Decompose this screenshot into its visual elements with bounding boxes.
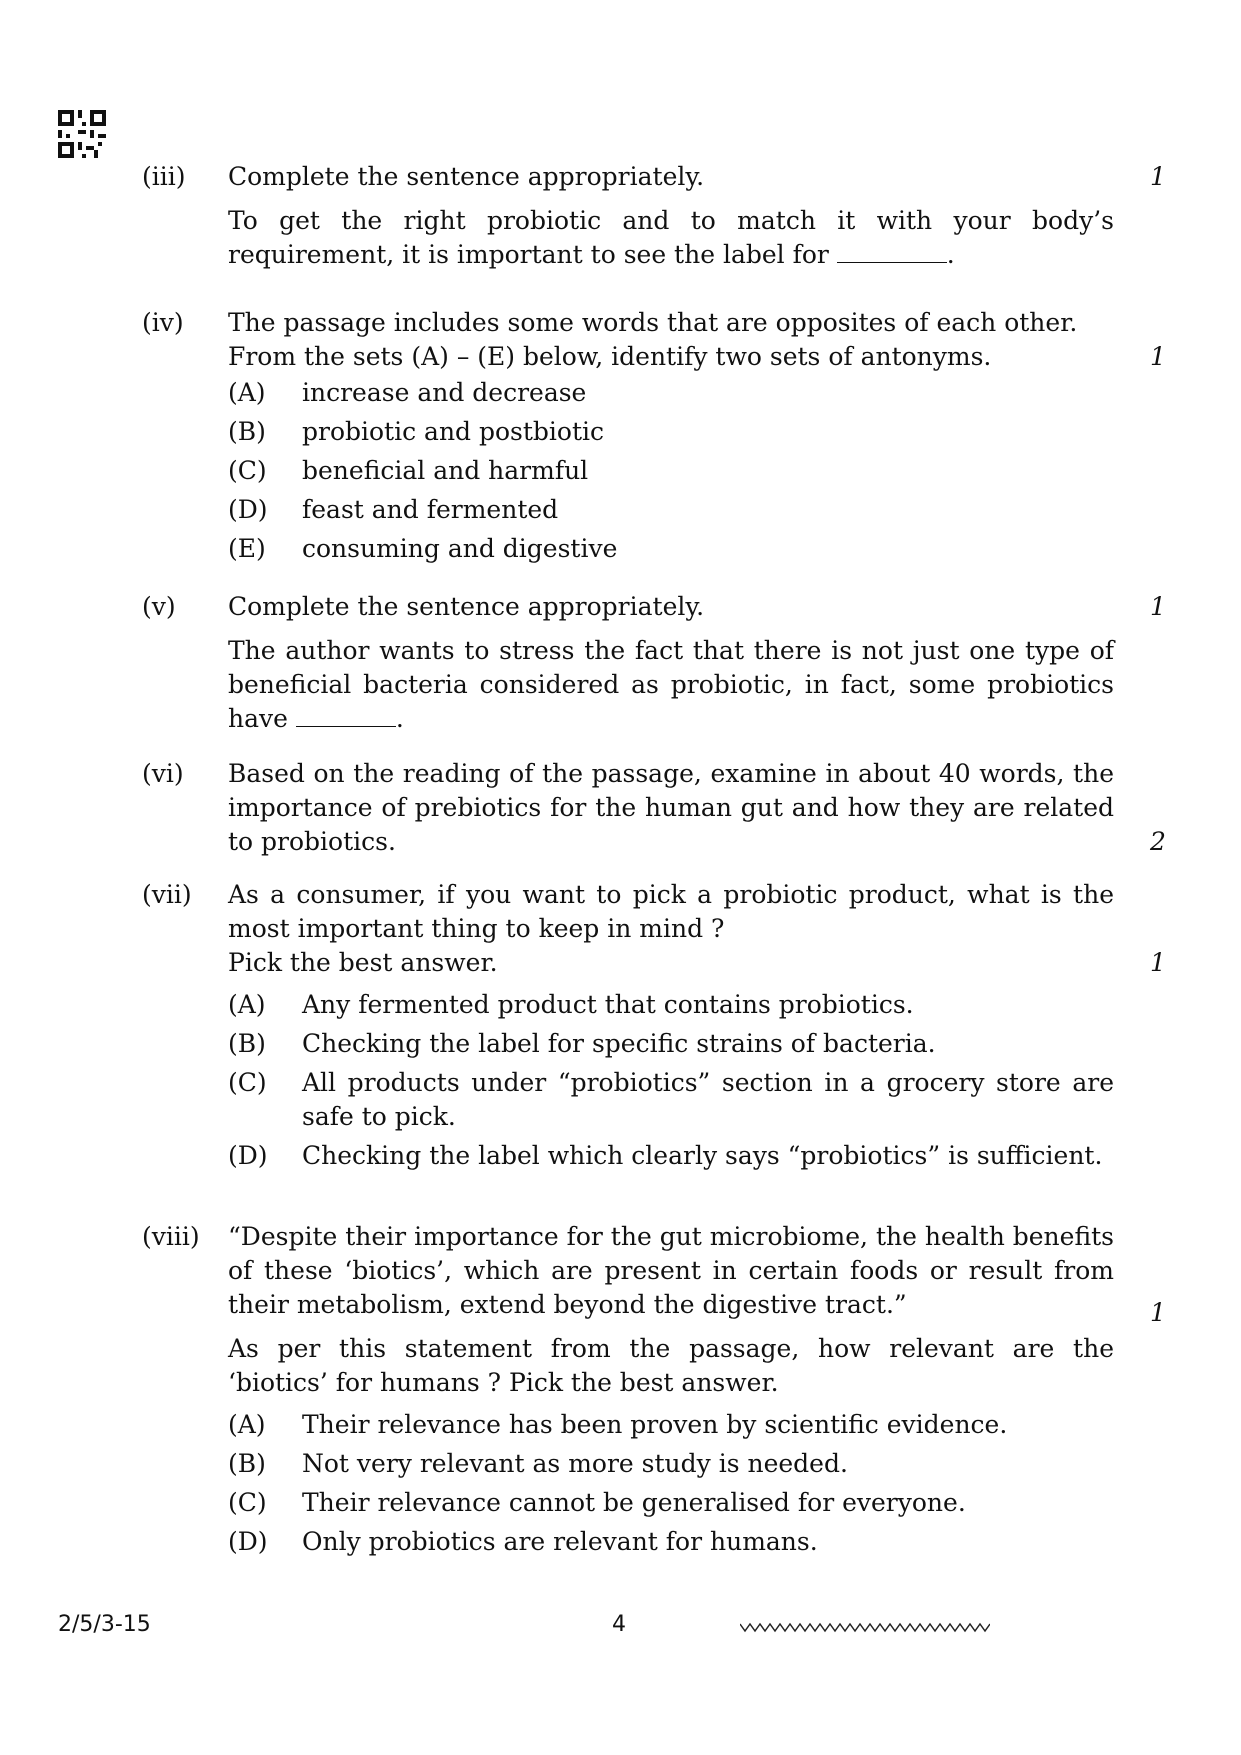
question-number: (viii) xyxy=(142,1222,200,1251)
question-number: (v) xyxy=(142,592,176,621)
answer-blank xyxy=(837,240,947,263)
option-d: (D) feast and fermented xyxy=(228,495,559,524)
question-instruction: Complete the sentence appropriately. xyxy=(228,162,705,191)
option-d: (D) Only probiotics are relevant for humans. xyxy=(228,1527,818,1556)
marks-value: 1 xyxy=(1150,1298,1166,1327)
question-quote: “Despite their importance for the gut microbiome, the health benefits of these ‘biotics’, which are present in certain foods or result from their metabolism, extend beyond the digestive tract.” xyxy=(228,1222,1114,1319)
paper-code: 2/5/3-15 xyxy=(58,1612,151,1637)
option-a: (A) Any fermented product that contains probiotics. xyxy=(228,990,914,1019)
option-e: (E) consuming and digestive xyxy=(228,534,618,563)
question-text: The passage includes some words that are opposites of each other. xyxy=(228,308,1078,337)
question-text: The author wants to stress the fact that there is not just one type of beneficial bacteria considered as probiotic, in fact, some probiotics have . xyxy=(228,636,1114,733)
page-number: 4 xyxy=(612,1612,626,1637)
marks-value: 1 xyxy=(1150,162,1166,191)
option-a: (A) increase and decrease xyxy=(228,378,587,407)
answer-blank xyxy=(296,704,396,727)
decorative-wave-line xyxy=(740,1620,990,1634)
question-text: As a consumer, if you want to pick a probiotic product, what is the most important thing to keep in mind ? xyxy=(228,880,1114,943)
question-text: To get the right probiotic and to match it with your body’s requirement, it is important to see the label for . xyxy=(228,206,1114,269)
marks-value: 1 xyxy=(1150,342,1166,371)
option-b: (B) Not very relevant as more study is needed. xyxy=(228,1449,848,1478)
qr-code-icon xyxy=(58,110,106,158)
marks-value: 1 xyxy=(1150,592,1166,621)
question-number: (vii) xyxy=(142,880,192,909)
option-c: (C) All products under “probiotics” section in a grocery store are safe to pick. xyxy=(228,1068,1114,1131)
question-instruction: Complete the sentence appropriately. xyxy=(228,592,705,621)
question-text: As per this statement from the passage, how relevant are the ‘biotics’ for humans ? Pick the best answer. xyxy=(228,1334,1114,1397)
option-b: (B) probiotic and postbiotic xyxy=(228,417,605,446)
marks-value: 1 xyxy=(1150,948,1166,977)
option-d: (D) Checking the label which clearly says “probiotics” is sufficient. xyxy=(228,1141,1103,1170)
marks-value: 2 xyxy=(1150,827,1166,856)
option-b: (B) Checking the label for specific strains of bacteria. xyxy=(228,1029,936,1058)
question-number: (iii) xyxy=(142,162,186,191)
option-c: (C) Their relevance cannot be generalised for everyone. xyxy=(228,1488,966,1517)
question-text: From the sets (A) – (E) below, identify two sets of antonyms. xyxy=(228,342,992,371)
option-c: (C) beneficial and harmful xyxy=(228,456,589,485)
question-number: (vi) xyxy=(142,759,184,788)
option-a: (A) Their relevance has been proven by scientific evidence. xyxy=(228,1410,1008,1439)
question-instruction: Pick the best answer. xyxy=(228,948,498,977)
question-number: (iv) xyxy=(142,308,184,337)
question-text: Based on the reading of the passage, examine in about 40 words, the importance of prebiotics for the human gut and how they are related to probiotics. xyxy=(228,759,1114,856)
